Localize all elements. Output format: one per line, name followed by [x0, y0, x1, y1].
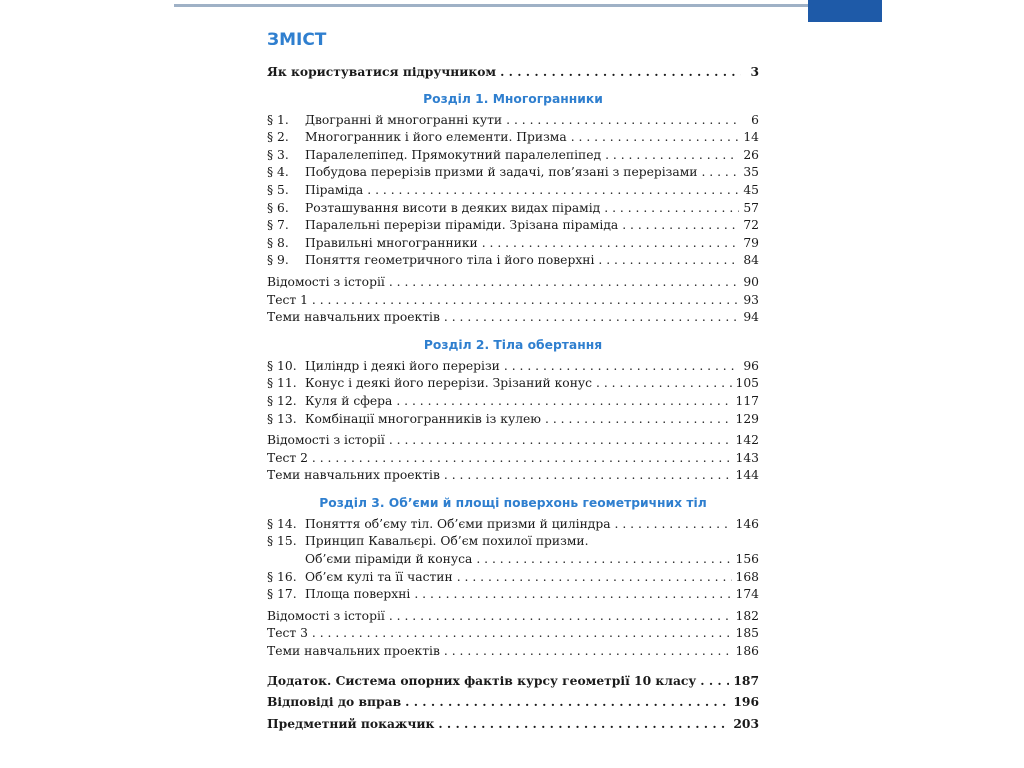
toc-entry[interactable] — [267, 411, 759, 429]
toc-page: 187 — [733, 672, 759, 688]
toc-page: 90 — [743, 274, 759, 289]
toc-page: 105 — [735, 376, 759, 391]
toc-entry[interactable] — [267, 569, 759, 587]
toc-page: 96 — [743, 358, 759, 373]
toc-label: Правильні многогранники — [305, 235, 478, 250]
toc-label: Паралелепіпед. Прямокутний паралелепіпед — [305, 147, 602, 162]
toc-number: § 1. — [267, 112, 289, 127]
leader-dots — [414, 586, 731, 604]
toc-entry-line2[interactable] — [267, 551, 759, 569]
toc-entry[interactable] — [267, 375, 759, 393]
toc-entry-answers[interactable] — [267, 693, 759, 711]
toc-number: § 4. — [267, 165, 289, 180]
leader-dots — [482, 235, 740, 253]
toc-label: Циліндр і деякі його перерізи — [305, 358, 500, 373]
leader-dots — [312, 450, 732, 468]
toc-page: 186 — [735, 644, 759, 659]
leader-dots — [622, 217, 739, 235]
toc-page: 117 — [735, 393, 759, 408]
toc-entry-intro[interactable] — [267, 63, 759, 81]
leader-dots — [444, 467, 732, 485]
toc-label: Об’єми піраміди й конуса — [305, 552, 473, 567]
leader-dots — [389, 432, 732, 450]
toc-entry[interactable] — [267, 182, 759, 200]
top-border-line — [174, 4, 810, 7]
toc-number: § 3. — [267, 147, 289, 162]
toc-number: § 15. — [267, 534, 297, 549]
toc-label: Куля й сфера — [305, 393, 393, 408]
toc-number: § 2. — [267, 130, 289, 145]
toc-page: 144 — [735, 468, 759, 483]
leader-dots — [405, 693, 729, 711]
toc-page: 57 — [743, 200, 759, 215]
toc-page: 156 — [735, 552, 759, 567]
toc-entry-index[interactable] — [267, 715, 759, 733]
leader-dots — [506, 112, 741, 130]
toc-page: 3 — [750, 64, 759, 79]
toc-label: Тест 3 — [267, 626, 308, 641]
toc-label: Відомості з історії — [267, 433, 385, 448]
toc-label: Додаток. Система опорних фактів курсу геометрії 10 класу — [267, 672, 697, 688]
leader-dots — [701, 164, 739, 182]
toc-number: § 5. — [267, 182, 289, 197]
toc-label: Паралельні перерізи піраміди. Зрізана піраміда — [305, 218, 619, 233]
toc-number: § 13. — [267, 411, 297, 426]
toc-label: Відповіді до вправ — [267, 694, 402, 710]
leader-dots — [367, 182, 739, 200]
toc-entry-history[interactable] — [267, 274, 759, 292]
toc-entry-history[interactable] — [267, 608, 759, 626]
toc-number: § 6. — [267, 200, 289, 215]
toc-number: § 11. — [267, 376, 297, 391]
toc-entry[interactable] — [267, 129, 759, 147]
toc-page: 94 — [743, 310, 759, 325]
toc-page: 6 — [751, 112, 759, 127]
toc-page: 79 — [743, 235, 759, 250]
leader-dots — [571, 129, 740, 147]
toc-page: 168 — [735, 569, 759, 584]
corner-color-block — [808, 0, 882, 22]
toc-page: 14 — [743, 130, 759, 145]
toc-page: 185 — [735, 626, 759, 641]
toc-label: Поняття геометричного тіла і його поверхні — [305, 253, 595, 268]
toc-page: 93 — [743, 292, 759, 307]
section-2-heading: Розділ 2. Тіла обертання — [423, 337, 603, 352]
leader-dots — [545, 411, 732, 429]
toc-label: Поняття об’єму тіл. Об’єми призми й циліндра — [305, 516, 611, 531]
toc-label: Конус і деякі його перерізи. Зрізаний конус — [305, 376, 593, 391]
toc-entry-history[interactable] — [267, 432, 759, 450]
toc-label: Многогранник і його елементи. Призма — [305, 130, 567, 145]
toc-page: 72 — [743, 218, 759, 233]
toc-label: Предметний покажчик — [267, 715, 435, 731]
section-3-heading: Розділ 3. Об’єми й площі поверхонь геометричних тіл — [319, 495, 707, 510]
leader-dots — [598, 252, 739, 270]
leader-dots — [438, 715, 729, 733]
leader-dots — [396, 393, 731, 411]
leader-dots — [444, 643, 732, 661]
toc-label: Об’єм кулі та її частин — [305, 569, 453, 584]
toc-page: 35 — [743, 165, 759, 180]
toc-page: 129 — [735, 411, 759, 426]
toc-label: Принцип Кавальєрі. Об’єм похилої призми. — [305, 534, 589, 549]
toc-label: Теми навчальних проектів — [267, 468, 440, 483]
toc-label: Піраміда — [305, 182, 364, 197]
toc-page: 196 — [733, 694, 759, 710]
toc-page: 45 — [743, 182, 759, 197]
toc-entry[interactable] — [267, 252, 759, 270]
toc-entry[interactable] — [267, 516, 759, 534]
toc-label: Комбінації многогранників із кулею — [305, 411, 541, 426]
toc-page: 182 — [735, 608, 759, 623]
leader-dots — [389, 274, 740, 292]
toc-entry[interactable] — [267, 358, 759, 376]
toc-label: Розташування висоти в деяких видах пірамід — [305, 200, 601, 215]
toc-entry[interactable] — [267, 147, 759, 165]
toc-page: 146 — [735, 516, 759, 531]
leader-dots — [312, 625, 732, 643]
toc-page: 203 — [733, 715, 759, 731]
page-title: ЗМІСТ — [267, 30, 327, 50]
toc-label: Двогранні й многогранні кути — [305, 112, 503, 127]
leader-dots — [504, 358, 739, 376]
toc-entry-test[interactable] — [267, 292, 759, 310]
toc-entry[interactable] — [267, 164, 759, 182]
toc-label: Теми навчальних проектів — [267, 310, 440, 325]
leader-dots — [596, 375, 731, 393]
toc-label: Відомості з історії — [267, 274, 385, 289]
toc-label: Побудова перерізів призми й задачі, пов’язані з перерізами — [305, 165, 698, 180]
leader-dots — [389, 608, 732, 626]
toc-entry-projects[interactable] — [267, 467, 759, 485]
toc-number: § 9. — [267, 253, 289, 268]
leader-dots — [604, 200, 739, 218]
toc-number: § 16. — [267, 569, 297, 584]
toc-number: § 12. — [267, 393, 297, 408]
toc-entry[interactable] — [267, 586, 759, 604]
leader-dots — [605, 147, 739, 165]
toc-number: § 8. — [267, 235, 289, 250]
toc-label: Як користуватися підручником — [267, 64, 497, 79]
toc-entry-test[interactable] — [267, 625, 759, 643]
toc-label: Теми навчальних проектів — [267, 644, 440, 659]
leader-dots — [444, 309, 739, 327]
toc-number: § 14. — [267, 516, 297, 531]
toc-entry[interactable] — [267, 112, 759, 130]
toc-entry-appendix[interactable] — [267, 672, 759, 690]
toc-label: Тест 2 — [267, 450, 308, 465]
toc-entry[interactable] — [267, 200, 759, 218]
leader-dots — [700, 672, 729, 690]
leader-dots — [457, 569, 732, 587]
leader-dots — [500, 63, 741, 81]
toc-label: Тест 1 — [267, 292, 308, 307]
toc-entry[interactable] — [267, 235, 759, 253]
leader-dots — [312, 292, 739, 310]
toc-label: Площа поверхні — [305, 587, 411, 602]
section-1-heading: Розділ 1. Многогранники — [423, 91, 603, 106]
toc-page: 26 — [743, 147, 759, 162]
toc-page: 84 — [743, 253, 759, 268]
toc-number: § 10. — [267, 358, 297, 373]
toc-entry-line1[interactable] — [267, 533, 759, 551]
toc-page: 143 — [735, 450, 759, 465]
toc-label: Відомості з історії — [267, 608, 385, 623]
toc-entry-projects[interactable] — [267, 309, 759, 327]
leader-dots — [615, 516, 732, 534]
toc-page: 174 — [735, 587, 759, 602]
toc-entry[interactable] — [267, 393, 759, 411]
toc-page: 142 — [735, 433, 759, 448]
toc-entry-test[interactable] — [267, 450, 759, 468]
table-of-contents — [267, 26, 759, 732]
toc-entry-projects[interactable] — [267, 643, 759, 661]
toc-number: § 17. — [267, 587, 297, 602]
toc-number: § 7. — [267, 218, 289, 233]
leader-dots — [476, 551, 731, 569]
toc-entry[interactable] — [267, 217, 759, 235]
